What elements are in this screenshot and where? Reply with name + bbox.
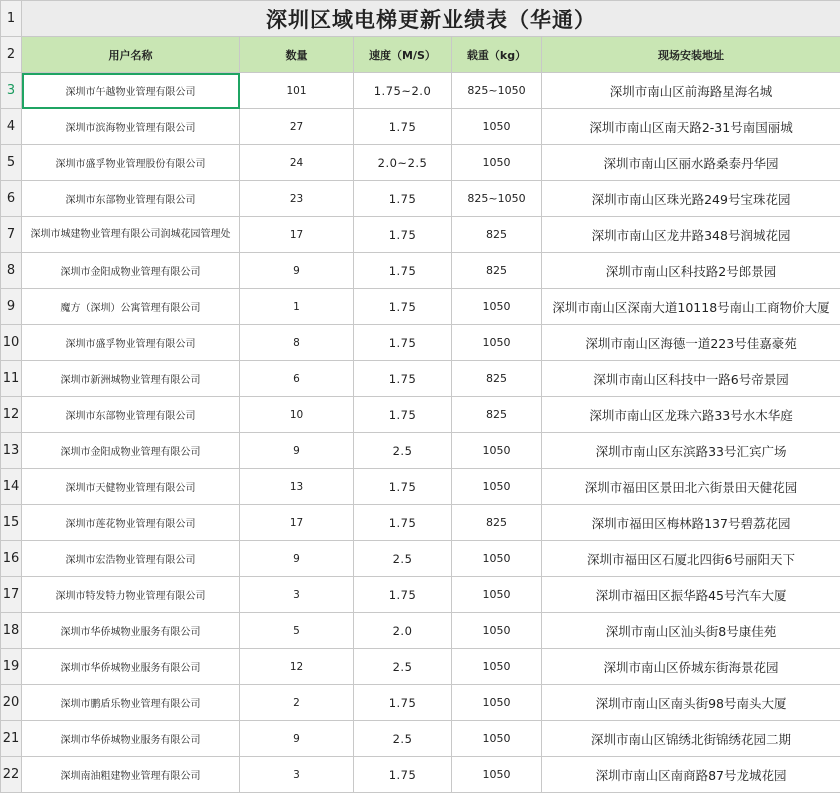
cell-speed[interactable]: 2.5 (354, 649, 452, 685)
cell-load[interactable]: 825 (452, 361, 542, 397)
row-header[interactable]: 20 (1, 685, 22, 721)
row-header[interactable]: 2 (1, 37, 22, 73)
cell-speed[interactable]: 1.75 (354, 253, 452, 289)
cell-load[interactable]: 1050 (452, 577, 542, 613)
row-header[interactable]: 7 (1, 217, 22, 253)
cell-address[interactable]: 深圳市南山区深南大道10118号南山工商物价大厦 (542, 289, 840, 325)
cell-quantity[interactable]: 9 (240, 541, 354, 577)
table-row (1, 433, 840, 469)
cell-quantity[interactable]: 1 (240, 289, 354, 325)
cell-address[interactable]: 深圳市福田区梅林路137号碧荔花园 (542, 505, 840, 541)
cell-quantity[interactable]: 23 (240, 181, 354, 217)
table-row (1, 289, 840, 325)
cell-load[interactable]: 1050 (452, 757, 542, 793)
cell-speed[interactable]: 1.75 (354, 325, 452, 361)
cell-address[interactable]: 深圳市南山区海德一道223号佳嘉豪苑 (542, 325, 840, 361)
row-header[interactable]: 17 (1, 577, 22, 613)
cell-speed[interactable]: 1.75~2.0 (354, 73, 452, 109)
table-row (1, 145, 840, 181)
column-header-load[interactable]: 载重（kg） (452, 37, 542, 73)
cell-company[interactable]: 深圳市午越物业管理有限公司 (22, 73, 240, 109)
cell-company[interactable]: 深圳市东部物业管理有限公司 (22, 397, 240, 433)
cell-load[interactable]: 1050 (452, 433, 542, 469)
table-row (1, 181, 840, 217)
cell-company[interactable]: 深圳市盛孚物业管理股份有限公司 (22, 145, 240, 181)
cell-quantity[interactable]: 10 (240, 397, 354, 433)
cell-address[interactable]: 深圳市南山区侨城东街海景花园 (542, 649, 840, 685)
cell-load[interactable]: 825 (452, 397, 542, 433)
row-header[interactable]: 1 (1, 1, 22, 37)
row-header[interactable]: 11 (1, 361, 22, 397)
table-row (1, 613, 840, 649)
table-row (1, 397, 840, 433)
cell-quantity[interactable]: 24 (240, 145, 354, 181)
cell-speed[interactable]: 2.0~2.5 (354, 145, 452, 181)
table-row (1, 361, 840, 397)
cell-quantity[interactable]: 8 (240, 325, 354, 361)
cell-load[interactable]: 1050 (452, 289, 542, 325)
cell-load[interactable]: 825~1050 (452, 181, 542, 217)
row-header[interactable]: 3 (1, 73, 22, 109)
cell-company[interactable]: 深圳市城建物业管理有限公司润城花园管理处 (22, 217, 240, 253)
cell-speed[interactable]: 1.75 (354, 757, 452, 793)
cell-address[interactable]: 深圳市南山区南头街98号南头大厦 (542, 685, 840, 721)
cell-address[interactable]: 深圳市南山区龙井路348号润城花园 (542, 217, 840, 253)
table-row (1, 253, 840, 289)
table-row (1, 73, 840, 109)
cell-company[interactable]: 深圳市金阳成物业管理有限公司 (22, 253, 240, 289)
cell-speed[interactable]: 1.75 (354, 109, 452, 145)
cell-company[interactable]: 深圳市特发特力物业管理有限公司 (22, 577, 240, 613)
cell-company[interactable]: 深圳市滨海物业管理有限公司 (22, 109, 240, 145)
cell-quantity[interactable]: 3 (240, 577, 354, 613)
cell-address[interactable]: 深圳市南山区汕头街8号康佳苑 (542, 613, 840, 649)
row-header[interactable]: 15 (1, 505, 22, 541)
cell-speed[interactable]: 2.5 (354, 541, 452, 577)
cell-load[interactable]: 1050 (452, 685, 542, 721)
cell-load[interactable]: 1050 (452, 145, 542, 181)
cell-load[interactable]: 1050 (452, 469, 542, 505)
cell-load[interactable]: 825 (452, 253, 542, 289)
sheet-title[interactable]: 深圳区域电梯更新业绩表（华通） (22, 1, 840, 37)
row-header[interactable]: 8 (1, 253, 22, 289)
row-header[interactable]: 9 (1, 289, 22, 325)
table-row (1, 469, 840, 505)
cell-address[interactable]: 深圳市福田区石厦北四街6号丽阳天下 (542, 541, 840, 577)
cell-speed[interactable]: 1.75 (354, 685, 452, 721)
table-row (1, 757, 840, 793)
table-row (1, 109, 840, 145)
cell-quantity[interactable]: 101 (240, 73, 354, 109)
cell-company[interactable]: 魔方（深圳）公寓管理有限公司 (22, 289, 240, 325)
cell-company[interactable]: 深圳市华侨城物业服务有限公司 (22, 649, 240, 685)
row-header[interactable]: 14 (1, 469, 22, 505)
cell-load[interactable]: 825 (452, 505, 542, 541)
cell-address[interactable]: 深圳市南山区前海路星海名城 (542, 73, 840, 109)
header-row (1, 37, 840, 73)
cell-company[interactable]: 深圳市华侨城物业服务有限公司 (22, 721, 240, 757)
row-header[interactable]: 12 (1, 397, 22, 433)
cell-speed[interactable]: 2.5 (354, 433, 452, 469)
cell-speed[interactable]: 1.75 (354, 361, 452, 397)
column-header-address[interactable]: 现场安装地址 (542, 37, 840, 73)
cell-speed[interactable]: 1.75 (354, 181, 452, 217)
cell-quantity[interactable]: 9 (240, 253, 354, 289)
cell-quantity[interactable]: 3 (240, 757, 354, 793)
row-header[interactable]: 18 (1, 613, 22, 649)
table-row (1, 325, 840, 361)
cell-load[interactable]: 1050 (452, 325, 542, 361)
cell-address[interactable]: 深圳市福田区景田北六街景田天健花园 (542, 469, 840, 505)
row-header[interactable]: 16 (1, 541, 22, 577)
cell-quantity[interactable]: 12 (240, 649, 354, 685)
table-row (1, 721, 840, 757)
row-header[interactable]: 6 (1, 181, 22, 217)
cell-company[interactable]: 深圳市鹏盾乐物业管理有限公司 (22, 685, 240, 721)
cell-company[interactable]: 深圳南油粗建物业管理有限公司 (22, 757, 240, 793)
cell-quantity[interactable]: 17 (240, 217, 354, 253)
row-header[interactable]: 21 (1, 721, 22, 757)
cell-load[interactable]: 1050 (452, 721, 542, 757)
cell-load[interactable]: 825 (452, 217, 542, 253)
cell-address[interactable]: 深圳市南山区丽水路桑泰丹华园 (542, 145, 840, 181)
cell-speed[interactable]: 1.75 (354, 505, 452, 541)
column-header-speed[interactable]: 速度（M/S） (354, 37, 452, 73)
cell-quantity[interactable]: 9 (240, 433, 354, 469)
cell-company[interactable]: 深圳市新洲城物业管理有限公司 (22, 361, 240, 397)
cell-address[interactable]: 深圳市南山区东滨路33号汇宾广场 (542, 433, 840, 469)
row-header[interactable]: 5 (1, 145, 22, 181)
cell-quantity[interactable]: 13 (240, 469, 354, 505)
column-header-quantity[interactable]: 数量 (240, 37, 354, 73)
cell-address[interactable]: 深圳市南山区科技中一路6号帝景园 (542, 361, 840, 397)
cell-load[interactable]: 1050 (452, 649, 542, 685)
column-header-company[interactable]: 用户名称 (22, 37, 240, 73)
cell-address[interactable]: 深圳市福田区振华路45号汽车大厦 (542, 577, 840, 613)
cell-load[interactable]: 825~1050 (452, 73, 542, 109)
cell-speed[interactable]: 1.75 (354, 469, 452, 505)
cell-quantity[interactable]: 9 (240, 721, 354, 757)
table-row (1, 505, 840, 541)
cell-speed[interactable]: 1.75 (354, 289, 452, 325)
row-header[interactable]: 4 (1, 109, 22, 145)
table-row (1, 577, 840, 613)
cell-address[interactable]: 深圳市南山区珠光路249号宝珠花园 (542, 181, 840, 217)
cell-company[interactable]: 深圳市金阳成物业管理有限公司 (22, 433, 240, 469)
row-header[interactable]: 13 (1, 433, 22, 469)
cell-speed[interactable]: 1.75 (354, 217, 452, 253)
cell-company[interactable]: 深圳市东部物业管理有限公司 (22, 181, 240, 217)
cell-address[interactable]: 深圳市南山区南天路2-31号南国丽城 (542, 109, 840, 145)
cell-quantity[interactable]: 6 (240, 361, 354, 397)
cell-load[interactable]: 1050 (452, 541, 542, 577)
cell-quantity[interactable]: 17 (240, 505, 354, 541)
title-row (1, 1, 840, 37)
cell-company[interactable]: 深圳市莲花物业管理有限公司 (22, 505, 240, 541)
cell-speed[interactable]: 1.75 (354, 397, 452, 433)
cell-address[interactable]: 深圳市南山区锦绣北街锦绣花园二期 (542, 721, 840, 757)
cell-speed[interactable]: 2.5 (354, 721, 452, 757)
cell-company[interactable]: 深圳市天健物业管理有限公司 (22, 469, 240, 505)
cell-address[interactable]: 深圳市南山区龙珠六路33号水木华庭 (542, 397, 840, 433)
cell-address[interactable]: 深圳市南山区南商路87号龙城花园 (542, 757, 840, 793)
cell-address[interactable]: 深圳市南山区科技路2号郎景园 (542, 253, 840, 289)
row-header[interactable]: 22 (1, 757, 22, 793)
cell-load[interactable]: 1050 (452, 109, 542, 145)
cell-load[interactable]: 1050 (452, 613, 542, 649)
cell-company[interactable]: 深圳市华侨城物业服务有限公司 (22, 613, 240, 649)
cell-company[interactable]: 深圳市宏浩物业管理有限公司 (22, 541, 240, 577)
table-row (1, 649, 840, 685)
cell-quantity[interactable]: 5 (240, 613, 354, 649)
cell-quantity[interactable]: 27 (240, 109, 354, 145)
cell-speed[interactable]: 2.0 (354, 613, 452, 649)
row-header[interactable]: 19 (1, 649, 22, 685)
table-row (1, 541, 840, 577)
cell-quantity[interactable]: 2 (240, 685, 354, 721)
table-row (1, 217, 840, 253)
cell-speed[interactable]: 1.75 (354, 577, 452, 613)
row-header[interactable]: 10 (1, 325, 22, 361)
table-row (1, 685, 840, 721)
cell-company[interactable]: 深圳市盛孚物业管理有限公司 (22, 325, 240, 361)
